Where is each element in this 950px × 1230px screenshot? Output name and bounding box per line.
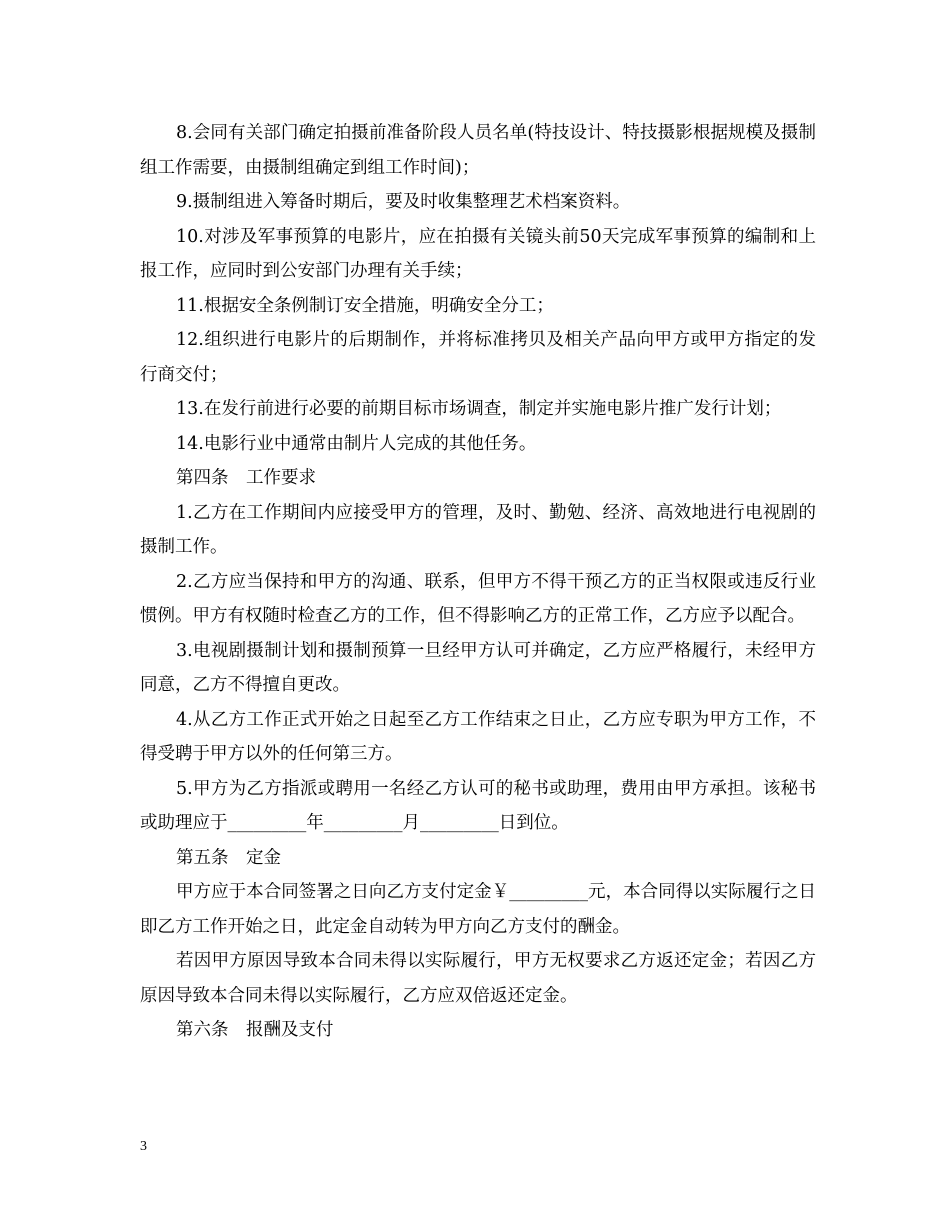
requirement-2: 2.乙方应当保持和甲方的沟通、联系，但甲方不得干预乙方的正当权限或违反行业惯例。甲方有权随时检查乙方的工作，但不得影响乙方的正常工作，乙方应予以配合。 [140,571,816,626]
requirement-1: 1.乙方在工作期间内应接受甲方的管理，及时、勤勉、经济、高效地进行电视剧的摄制工作。 [140,502,816,557]
requirement-4: 4.从乙方工作正式开始之日起至乙方工作结束之日止，乙方应专职为甲方工作，不得受聘于甲方以外的任何第三方。 [140,709,816,764]
page-number: 3 [140,1139,147,1154]
contract-body [140,116,816,1048]
clause-9: 9.摄制组进入筹备时期后，要及时收集整理艺术档案资料。 [176,192,631,212]
article-6-heading: 第六条 报酬及支付 [176,1020,334,1040]
clause-14: 14.电影行业中通常由制片人完成的其他任务。 [176,433,537,454]
requirement-5: 5.甲方为乙方指派或聘用一名经乙方认可的秘书或助理，费用由甲方承担。该秘书或助理应于_________年_________月_________日到位。 [140,778,816,833]
article-5-heading: 第五条 定金 [176,847,281,868]
deposit-paragraph-1: 甲方应于本合同签署之日向乙方支付定金￥_________元，本合同得以实际履行之日即乙方工作开始之日，此定金自动转为甲方向乙方支付的酬金。 [140,882,816,937]
requirement-3: 3.电视剧摄制计划和摄制预算一旦经甲方认可并确定，乙方应严格履行，未经甲方同意，乙方不得擅自更改。 [140,640,816,695]
clause-11: 11.根据安全条例制订安全措施，明确安全分工； [176,295,554,316]
article-4-heading: 第四条 工作要求 [176,468,316,488]
clause-13: 13.在发行前进行必要的前期目标市场调查，制定并实施电影片推广发行计划； [176,399,782,419]
deposit-paragraph-2: 若因甲方原因导致本合同未得以实际履行，甲方无权要求乙方返还定金；若因乙方原因导致本合同未得以实际履行，乙方应双倍返还定金。 [140,951,816,1006]
clause-8: 8.会同有关部门确定拍摄前准备阶段人员名单(特技设计、特技摄影根据规模及摄制组工作需要，由摄制组确定到组工作时间)； [140,123,816,178]
clause-10: 10.对涉及军事预算的电影片，应在拍摄有关镜头前50天完成军事预算的编制和上报工作，应同时到公安部门办理有关手续； [140,226,816,281]
clause-12: 12.组织进行电影片的后期制作，并将标准拷贝及相关产品向甲方或甲方指定的发行商交付； [140,330,816,385]
